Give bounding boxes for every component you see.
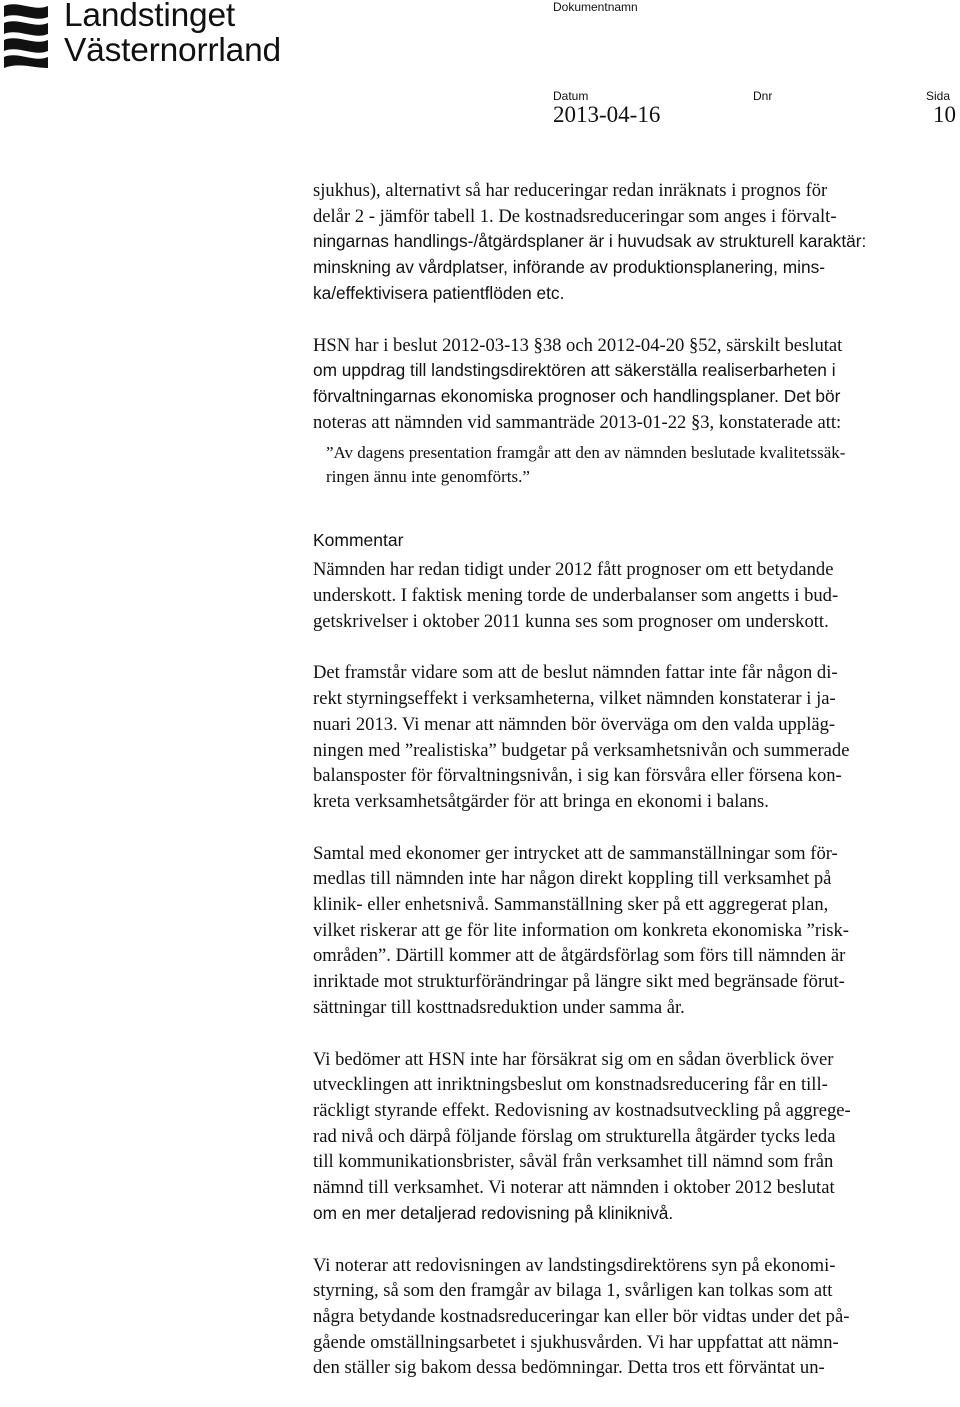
comment-paragraph-3 [313,841,959,1021]
text-line: delår 2 - jämför tabell 1. De kostnadsreduceringar som anges i förvalt- [313,205,837,227]
text-line: HSN har i beslut 2012-03-13 §38 och 2012-04-20 §52, särskilt beslutat [313,334,843,356]
text-line: underskott. I faktisk mening torde de underbalanser som angetts i bud- [313,585,839,607]
text-line: getskrivelser i oktober 2011 kunna ses som prognoser om underskott. [313,610,829,632]
quote-line: ringen ännu inte genomförts.” [326,467,530,487]
organization-name [64,0,281,68]
text-line: medlas till nämnden inte har någon direkt koppling till verksamhet på [313,868,832,890]
text-line: den ställer sig bakom dessa bedömningar. Detta tros ett förväntat un- [313,1357,825,1379]
text-line: nuari 2013. Vi menar att nämnden bör överväga om den valda uppläg- [313,713,836,735]
comment-paragraph-2 [313,660,959,814]
paragraph-1 [313,178,959,307]
text-line: sättningar till kosttnadsreduktion under samma år. [313,996,685,1018]
text-line: Det framstår vidare som att de beslut nämnden fattar inte får någon di- [313,662,838,684]
block-quote [326,441,959,489]
document-name-label: Dokumentnamn [553,0,638,14]
organization-name-line2: Västernorrland [64,32,281,69]
text-line: noteras att nämnden vid sammanträde 2013-01-22 §3, konstaterade att: [313,411,842,433]
text-line: Nämnden har redan tidigt under 2012 fått prognoser om ett betydande [313,559,834,581]
text-line: sjukhus), alternativt så har reduceringar redan inräknats i prognos för [313,180,828,201]
text-line: utvecklingen att inriktningsbeslut om konstnadsreducering får en till- [313,1074,828,1096]
organization-logo [0,2,300,72]
text-line: inriktade mot strukturförändringar på längre sikt med begränsade förut- [313,971,845,993]
text-line: ningarnas handlings-/åtgärdsplaner är i huvudsak av strukturell karaktär: [313,231,867,252]
document-body [313,178,959,1407]
organization-name-line1: Landstinget [64,0,236,34]
text-line: räckligt styrande effekt. Redovisning av kostnadsutveckling på aggrege- [313,1099,851,1121]
dnr-label: Dnr [753,89,773,103]
comment-paragraph-1 [313,557,959,634]
date-value: 2013-04-16 [553,102,661,127]
section-heading: Kommentar [313,530,404,551]
paragraph-2 [313,333,959,436]
text-line: balansposter för förvaltningsnivån, i sig kan försvåra eller försena kon- [313,765,842,787]
text-line: rad nivå och därpå följande förslag om strukturella åtgärder tycks leda [313,1125,836,1147]
text-line: gående omställningsarbetet i sjukhusvården. Vi har uppfattat att nämn- [313,1331,839,1353]
text-line: om en mer detaljerad redovisning på kliniknivå. [313,1202,674,1223]
text-line: områden”. Därtill kommer att de åtgärdsförlag som förs till nämnden är [313,945,846,967]
text-line: till kommunikationsbrister, såväl från verksamhet till nämnd som från [313,1151,834,1173]
text-line: några betydande kostnadsreduceringar kan eller bör vidtas under det på- [313,1305,850,1327]
text-line: kreta verksamhetsåtgärder för att bringa en ekonomi i balans. [313,790,769,812]
landstinget-logo-icon [0,2,50,68]
text-line: rekt styrningseffekt i verksamheterna, vilket nämnden konstaterar i ja- [313,688,836,710]
text-line: klinik- eller enhetsnivå. Sammanställning sker på ett aggregerat plan, [313,894,829,916]
text-line: förvaltningarnas ekonomiska prognoser och handlingsplaner. Det bör [313,385,841,406]
text-line: ningen med ”realistiska” budgetar på verksamhetsnivån och summerade [313,739,850,761]
text-line: Vi noterar att redovisningen av landstingsdirektörens syn på ekonomi- [313,1254,836,1276]
page-label: Sida [926,89,951,103]
text-line: Samtal med ekonomer ger intrycket att de sammanställningar som för- [313,842,838,864]
text-line: ka/effektivisera patientflöden etc. [313,282,565,303]
date-label: Datum [553,89,589,103]
comment-paragraph-4 [313,1047,959,1227]
text-line: nämnd till verksamhet. Vi noterar att nämnden i oktober 2012 beslutat [313,1177,835,1199]
quote-line: ”Av dagens presentation framgår att den av nämnden beslutade kvalitetssäk- [326,443,846,463]
text-line: vilket riskerar att ge för lite information om konkreta ekonomiska ”risk- [313,919,849,941]
text-line: om uppdrag till landstingsdirektören att säkerställa realiserbarheten i [313,360,836,381]
text-line: Vi bedömer att HSN inte har försäkrat sig om en sådan överblick över [313,1048,834,1070]
page-number: 10 [933,102,956,127]
text-line: styrning, så som den framgår av bilaga 1, svårligen kan tolkas som att [313,1280,833,1302]
text-line: minskning av vårdplatser, införande av produktionsplanering, mins- [313,257,825,278]
